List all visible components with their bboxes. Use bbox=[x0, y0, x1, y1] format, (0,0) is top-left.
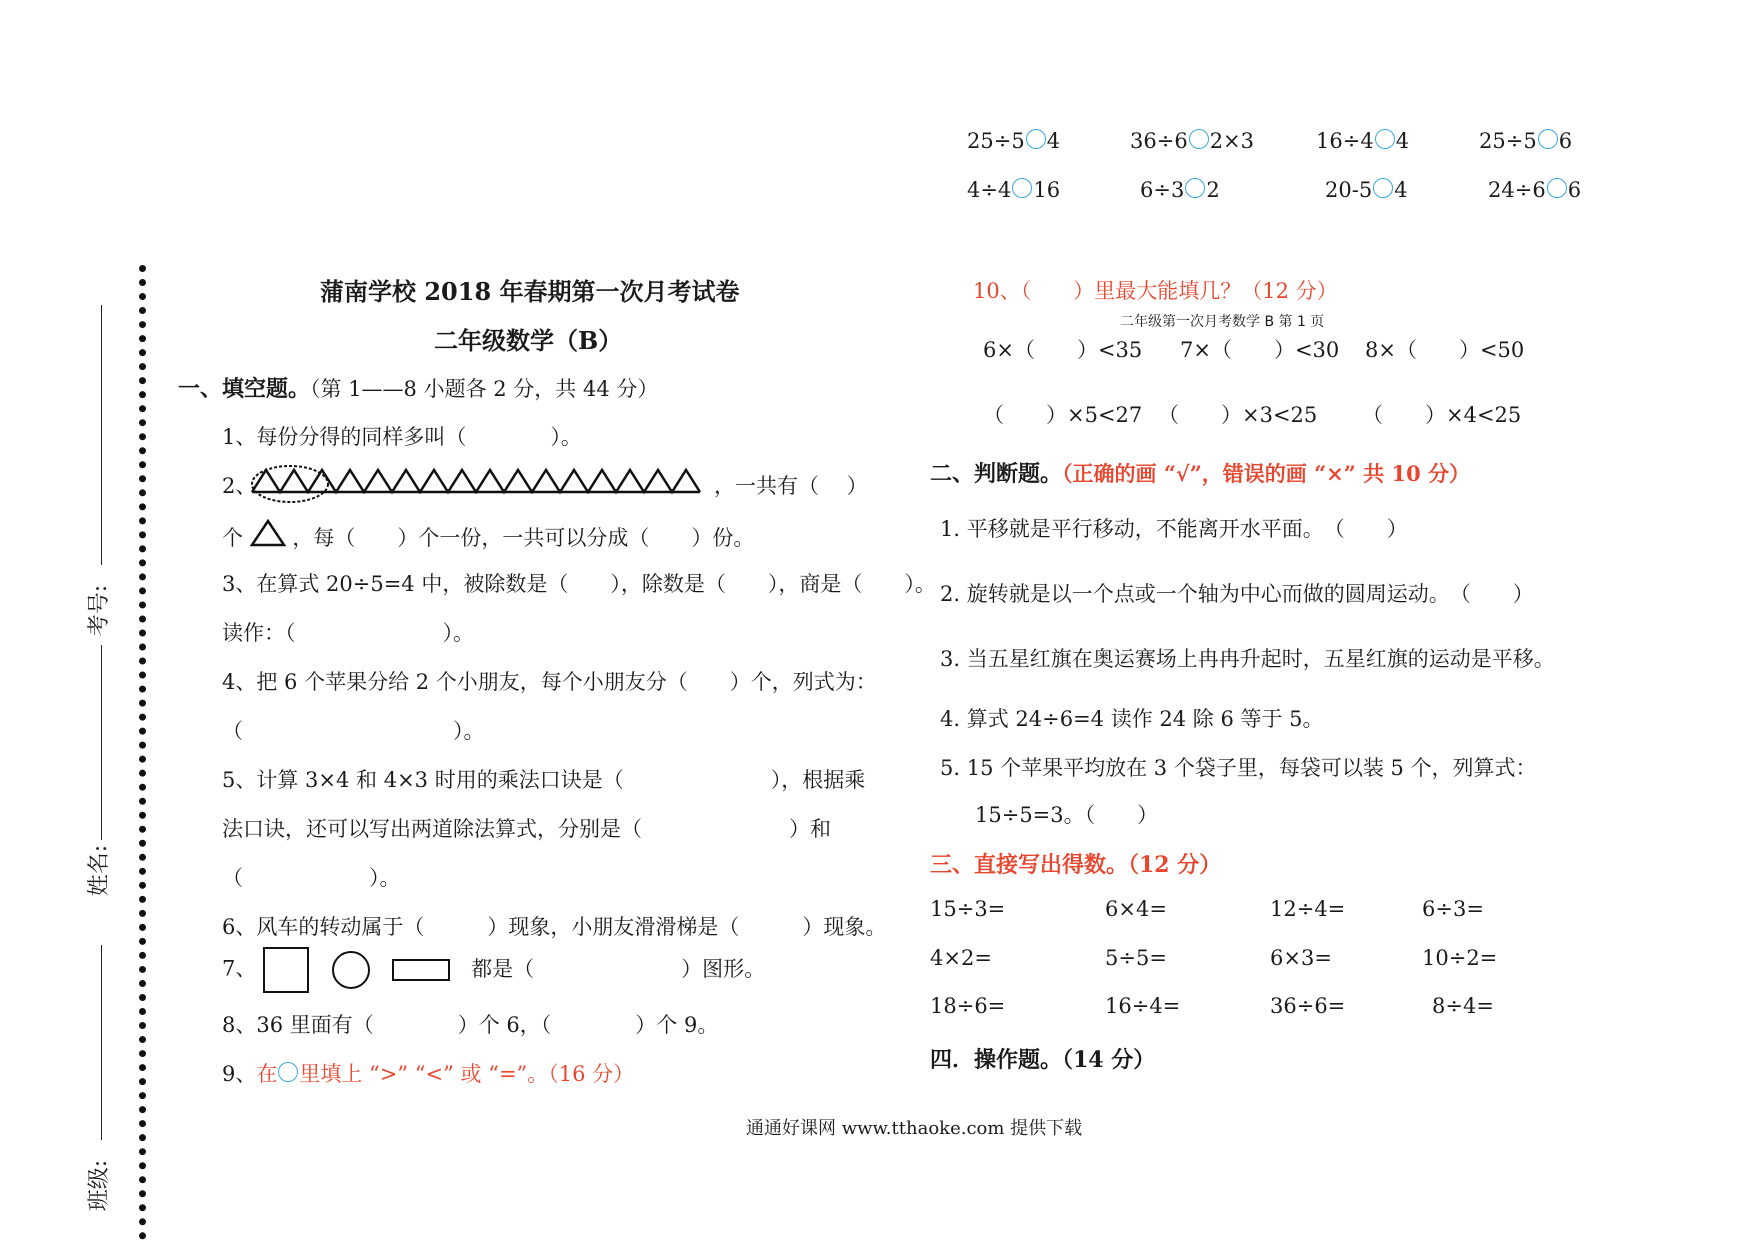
section-2-header: 二、判断题。（正确的画 “√”，错误的画 “×” 共 10 分） bbox=[930, 461, 1471, 487]
compare-item: 24÷6 6 bbox=[1488, 178, 1582, 202]
answer-circle[interactable] bbox=[1185, 178, 1205, 198]
exam-title: 蒲南学校 2018 年春期第一次月考试卷 bbox=[320, 277, 740, 306]
judge-item-4: 4. 算式 24÷6=4 读作 24 除 6 等于 5。 bbox=[940, 707, 1324, 731]
question-2-line-2: 个 ，每（ ）个一份，一共可以分成（ ）份。 bbox=[222, 519, 754, 552]
compare-item: 16÷4 4 bbox=[1316, 129, 1410, 153]
section-1-header: 一、填空题。（第 1——8 小题各 2 分，共 44 分） bbox=[178, 376, 659, 402]
square-icon bbox=[263, 947, 309, 993]
question-6: 6、风车的转动属于（ ）现象，小朋友滑滑梯是（ ）现象。 bbox=[222, 915, 887, 939]
calc-item: 6×4= bbox=[1105, 897, 1167, 921]
question-4-line-1: 4、把 6 个苹果分给 2 个小朋友，每个小朋友分（ ）个，列式为： bbox=[222, 670, 877, 694]
answer-circle[interactable] bbox=[1375, 129, 1395, 149]
answer-circle[interactable] bbox=[1373, 178, 1393, 198]
banji-label: 班级: bbox=[87, 1159, 113, 1212]
triangle-icon bbox=[250, 519, 286, 547]
calc-item: 15÷3= bbox=[930, 897, 1006, 921]
calc-item: 18÷6= bbox=[930, 994, 1006, 1018]
question-5-line-1: 5、计算 3×4 和 4×3 时用的乘法口诀是（ ），根据乘 bbox=[222, 768, 866, 792]
compare-item: 20-5 4 bbox=[1325, 178, 1408, 202]
answer-circle[interactable] bbox=[1189, 129, 1209, 149]
footer: 通通好课网 www.tthaoke.com 提供下载 bbox=[746, 1118, 1083, 1139]
q10-item: 8×（ ）<50 bbox=[1365, 338, 1525, 362]
calc-item: 6÷3= bbox=[1422, 897, 1484, 921]
circle-icon bbox=[278, 1062, 298, 1082]
kaohao-label: 考号: bbox=[87, 584, 113, 637]
judge-item-3: 3. 当五星红旗在奥运赛场上冉冉升起时，五星红旗的运动是平移。 bbox=[940, 647, 1555, 671]
compare-item: 6÷3 2 bbox=[1140, 178, 1220, 202]
triangles-row bbox=[250, 462, 706, 512]
calc-item: 5÷5= bbox=[1105, 946, 1167, 970]
q10-item: （ ）×5<27 bbox=[983, 403, 1143, 427]
question-7: 7、 都是（ ）图形。 bbox=[222, 947, 765, 993]
calc-item: 6×3= bbox=[1270, 946, 1332, 970]
question-1: 1、每份分得的同样多叫（ ）。 bbox=[222, 425, 582, 449]
q10-item: 6×（ ）<35 bbox=[983, 338, 1143, 362]
page-header: 二年级第一次月考数学 B 第 1 页 bbox=[1120, 314, 1325, 330]
xingming-label: 姓名: bbox=[87, 844, 113, 897]
judge-item-5-line-2: 15÷5=3。（ ） bbox=[975, 803, 1159, 827]
question-9: 9、在 里填上 “>” “<” 或 “=”。（16 分） bbox=[222, 1062, 635, 1086]
question-5-line-2: 法口诀，还可以写出两道除法算式，分别是（ ）和 bbox=[222, 817, 831, 841]
judge-item-1: 1. 平移就是平行移动，不能离开水平面。 （ ） bbox=[940, 517, 1408, 541]
calc-item: 4×2= bbox=[930, 946, 992, 970]
xingming-line[interactable] bbox=[101, 645, 102, 840]
rectangle-icon bbox=[392, 959, 450, 981]
binding-dashed-line bbox=[139, 265, 146, 1240]
question-10-heading: 10、（ ）里最大能填几？（12 分） bbox=[973, 279, 1338, 303]
question-5-line-3: （ ）。 bbox=[222, 866, 401, 890]
exam-subtitle: 二年级数学（B） bbox=[434, 326, 623, 355]
dashed-ellipse-icon bbox=[252, 466, 328, 502]
calc-item: 12÷4= bbox=[1270, 897, 1346, 921]
circle-icon bbox=[332, 951, 370, 989]
compare-item: 36÷6 2×3 bbox=[1130, 129, 1255, 153]
question-2-suffix: ，一共有（ ） bbox=[714, 474, 868, 498]
answer-circle[interactable] bbox=[1012, 178, 1032, 198]
compare-item: 25÷5 6 bbox=[1479, 129, 1573, 153]
calc-item: 16÷4= bbox=[1105, 994, 1181, 1018]
question-3-line-1: 3、在算式 20÷5=4 中，被除数是（ ），除数是（ ），商是（ ）。 bbox=[222, 572, 936, 596]
banji-line[interactable] bbox=[101, 945, 102, 1140]
answer-circle[interactable] bbox=[1547, 178, 1567, 198]
answer-circle[interactable] bbox=[1538, 129, 1558, 149]
calc-item: 36÷6= bbox=[1270, 994, 1346, 1018]
question-8: 8、36 里面有（ ）个 6，（ ）个 9。 bbox=[222, 1013, 719, 1037]
compare-item: 25÷5 4 bbox=[967, 129, 1061, 153]
q10-item: 7×（ ）<30 bbox=[1180, 338, 1340, 362]
section-3-header: 三、直接写出得数。（12 分） bbox=[930, 852, 1222, 878]
kaohao-line[interactable] bbox=[101, 305, 102, 565]
q10-item: （ ）×3<25 bbox=[1158, 403, 1318, 427]
section-4-header: 四．操作题。（14 分） bbox=[930, 1047, 1156, 1073]
answer-circle[interactable] bbox=[1026, 129, 1046, 149]
compare-item: 4÷4 16 bbox=[967, 178, 1061, 202]
judge-item-5: 5. 15 个苹果平均放在 3 个袋子里，每袋可以装 5 个，列算式： bbox=[940, 756, 1537, 780]
q10-item: （ ）×4<25 bbox=[1362, 403, 1522, 427]
calc-item: 10÷2= bbox=[1422, 946, 1498, 970]
question-3-line-2: 读作：（ ）。 bbox=[222, 621, 474, 645]
judge-item-2: 2. 旋转就是以一个点或一个轴为中心而做的圆周运动。 （ ） bbox=[940, 582, 1534, 606]
calc-item: 8÷4= bbox=[1432, 994, 1494, 1018]
question-4-line-2: （ ）。 bbox=[222, 719, 485, 743]
question-2: 2、 bbox=[222, 474, 257, 498]
